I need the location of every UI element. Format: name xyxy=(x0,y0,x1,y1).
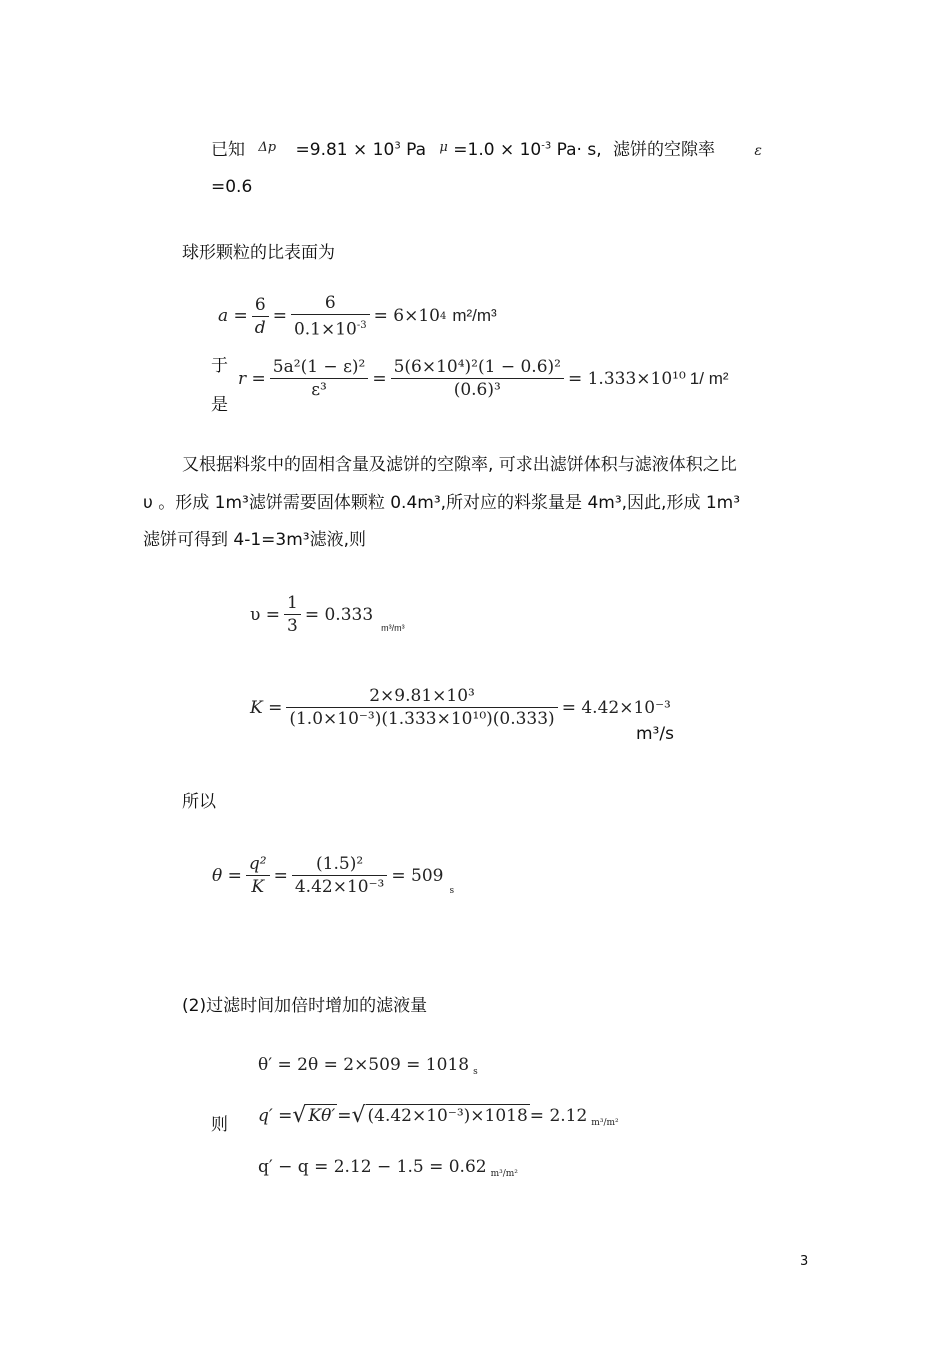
volume-ratio-equation: υ = $\frac{1}{3}$ = 0.333 m³/m³ xyxy=(250,593,405,636)
k-fraction xyxy=(286,685,557,730)
sqrt-k-theta xyxy=(292,1104,337,1128)
resistance-fraction-symbolic xyxy=(270,356,369,401)
fraction-denominator: K xyxy=(251,877,265,897)
q-prime-result: = 2.12 xyxy=(529,1106,588,1126)
fraction-numerator: 2×9.81×10³ xyxy=(286,685,557,708)
specific-surface-result: = 6×10 xyxy=(373,306,440,327)
known-line xyxy=(211,135,762,160)
fraction-one-third xyxy=(284,592,301,637)
then-label: 则 xyxy=(211,1115,228,1135)
fraction-denominator: ε³ xyxy=(311,380,327,400)
fraction-denominator: 3 xyxy=(287,616,298,636)
delta-q-equation xyxy=(258,1155,518,1179)
fraction-denominator: d xyxy=(254,317,266,338)
delta-p-unit: Pa xyxy=(406,140,426,160)
theta-unit: s xyxy=(449,885,455,896)
delta-p-symbol: Δp xyxy=(258,140,277,155)
theta-prime-unit: s xyxy=(473,1067,478,1077)
mu-exponent: -3 xyxy=(541,140,552,152)
specific-surface-heading: 球形颗粒的比表面为 xyxy=(182,243,335,263)
known-prefix: 已知 xyxy=(211,140,245,160)
fraction-numerator: q² xyxy=(246,853,270,876)
theta-fraction-symbolic xyxy=(246,853,270,898)
therefore-label: 所以 xyxy=(182,792,216,812)
then-char-2: 是 xyxy=(211,395,228,415)
fraction-denominator xyxy=(291,315,370,341)
theta-symbol: θ xyxy=(212,865,223,886)
delta-q-expression: q′ − q = 2.12 − 1.5 = 0.62 xyxy=(258,1157,487,1177)
fraction-6-over-diameter xyxy=(291,292,370,341)
delta-p-exponent: 3 xyxy=(394,140,401,152)
paragraph-line-3: 滤饼可得到 4-1=3m³滤液,则 xyxy=(143,530,367,550)
fraction-numerator: 5(6×10⁴)²(1 − 0.6)² xyxy=(391,356,564,379)
specific-surface-unit: m²/m³ xyxy=(452,306,497,326)
specific-surface-equation: a = $\frac{6}{d}$ = $\frac{6}{0.1\times 10^{-3}}$ = 6×10 4 m²/m³ xyxy=(218,293,497,340)
fraction-6-over-d xyxy=(252,294,269,339)
upsilon-symbol: υ xyxy=(250,604,261,625)
fraction-denominator: (1.0×10⁻³)(1.333×10¹⁰)(0.333) xyxy=(289,709,555,729)
q-prime-unit: m³/m² xyxy=(591,1118,619,1128)
mu-value: =1.0 × 10 xyxy=(453,140,542,160)
paragraph-line-2: υ 。形成 1m³滤饼需要固体颗粒 0.4m³,所对应的料浆量是 4m³,因此,形成 1m³ xyxy=(143,493,741,513)
delta-p-value: =9.81 × 10 xyxy=(295,140,395,160)
k-unit: m³/s xyxy=(636,724,674,744)
fraction-numerator: 6 xyxy=(291,292,370,315)
resistance-fraction-numeric xyxy=(391,356,564,401)
theta-fraction-numeric xyxy=(292,853,388,898)
resistance-result: = 1.333×10¹⁰ xyxy=(567,368,686,389)
diameter-exponent: -3 xyxy=(356,320,367,331)
volume-ratio-result: = 0.333 xyxy=(304,604,374,625)
mu-unit: Pa· s, xyxy=(556,140,602,160)
fraction-numerator: 6 xyxy=(252,294,269,317)
theta-equation: θ = $\frac{\text{q²}}{K}$ = $\frac{\text{(1.5)²}}{\text{4.42×10⁻³}}$ = 509 s xyxy=(212,854,455,897)
porosity-label: 滤饼的空隙率 xyxy=(613,140,716,160)
volume-ratio-unit: m³/m³ xyxy=(381,622,405,633)
fraction-numerator: 1 xyxy=(284,592,301,615)
diameter-value: 0.1×10 xyxy=(293,319,357,340)
fraction-denominator: 4.42×10⁻³ xyxy=(294,877,385,897)
fraction-numerator: (1.5)² xyxy=(292,853,388,876)
theta-result: = 509 xyxy=(391,865,444,886)
fraction-numerator: 5a²(1 − ε)² xyxy=(270,356,369,379)
epsilon-symbol: ε xyxy=(754,143,762,159)
radical-sign: √ xyxy=(292,1103,307,1128)
page-number: 3 xyxy=(800,1254,809,1269)
part2-heading: (2)过滤时间加倍时增加的滤液量 xyxy=(182,996,428,1016)
paragraph-line-1: 又根据料浆中的固相含量及滤饼的空隙率, 可求出滤饼体积与滤液体积之比 xyxy=(182,455,737,475)
fraction-denominator: (0.6)³ xyxy=(453,380,501,400)
then-char-1: 于 xyxy=(211,356,228,376)
delta-q-unit: m³/m² xyxy=(490,1169,518,1179)
radical-sign: √ xyxy=(351,1103,366,1128)
radicand: Kθ′ xyxy=(308,1106,336,1126)
k-result: = 4.42×10⁻³ xyxy=(561,697,671,718)
mu-symbol: μ xyxy=(439,140,448,155)
radicand: (4.42×10⁻³)×1018 xyxy=(367,1106,528,1126)
k-symbol: K xyxy=(250,697,263,718)
equals-sign: = xyxy=(337,1106,352,1126)
epsilon-value: =0.6 xyxy=(211,177,253,197)
theta-prime-expression: θ′ = 2θ = 2×509 = 1018 xyxy=(258,1055,470,1075)
sqrt-numeric xyxy=(351,1104,529,1128)
q-prime-equation xyxy=(258,1104,619,1128)
a-symbol: a xyxy=(218,306,229,327)
theta-prime-equation xyxy=(258,1053,478,1077)
resistance-equation: r = $\frac{\text{5a²(1 − ε)²}}{\text{ε³}}$ = $\frac{\text{5(6×10⁴)²(1 − 0.6)²}}{\text{(0.6)³}}$ = 1.333×10¹⁰ 1/ m² xyxy=(238,357,729,400)
specific-surface-exponent: 4 xyxy=(439,310,447,322)
q-prime-lhs: q′ = xyxy=(258,1106,293,1126)
r-symbol: r xyxy=(238,368,247,389)
resistance-unit: 1/ m² xyxy=(689,368,729,388)
k-equation: K = $\frac{\text{2×9.81×10³}}{\text{(1.0×10⁻³)(1.333×10¹⁰)(0.333)}}$ = 4.42×10⁻³ xyxy=(250,686,671,729)
